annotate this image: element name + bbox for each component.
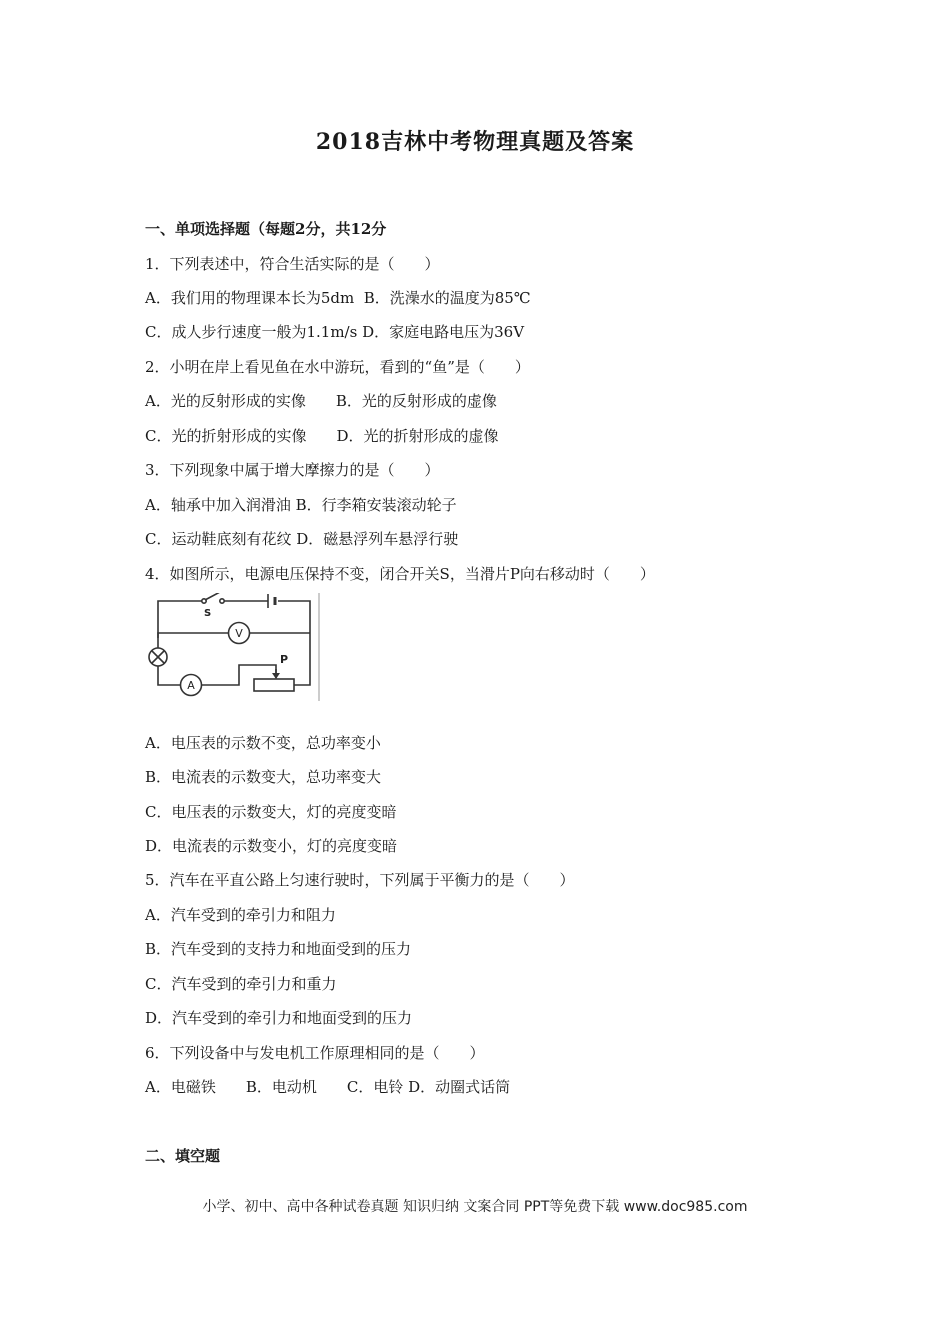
switch-label: S: [204, 608, 212, 619]
question-6-options: A．电磁铁 B．电动机 C．电铃 D．动圈式话筒: [145, 1078, 511, 1096]
question-5-option-d: D．汽车受到的牵引力和地面受到的压力: [145, 1009, 413, 1027]
question-2-options-cd: C．光的折射形成的实像 D．光的折射形成的虚像: [145, 427, 499, 445]
question-2-stem: 2．小明在岸上看见鱼在水中游玩，看到的“鱼”是（ ）: [145, 358, 530, 376]
page-title: 2018吉林中考物理真题及答案: [315, 129, 635, 155]
page-footer: 小学、初中、高中各种试卷真题 知识归纳 文案合同 PPT等免费下载 www.doc985.com: [202, 1199, 748, 1215]
section-heading-choice: 一、单项选择题（每题2分，共12分: [145, 220, 387, 238]
question-3-options-cd: C．运动鞋底刻有花纹 D．磁悬浮列车悬浮行驶: [145, 530, 459, 548]
slider-label: P: [280, 653, 289, 666]
ammeter-label: A: [187, 679, 195, 692]
switch-symbol: [202, 593, 224, 603]
voltmeter-label: V: [235, 627, 243, 640]
question-4-option-c: C．电压表的示数变大，灯的亮度变暗: [145, 803, 397, 821]
question-2-options-ab: A．光的反射形成的实像 B．光的反射形成的虚像: [145, 392, 497, 410]
rheostat-symbol: [254, 669, 294, 691]
question-5-stem: 5．汽车在平直公路上匀速行驶时，下列属于平衡力的是（ ）: [145, 871, 575, 889]
ammeter-icon: [181, 675, 202, 696]
question-1-options-cd: C．成人步行速度一般为1.1m/s D．家庭电路电压为36V: [145, 323, 525, 341]
question-1-stem: 1．下列表述中，符合生活实际的是（ ）: [145, 255, 440, 273]
section-heading-fill: 二、填空题: [145, 1147, 221, 1165]
question-4-option-b: B．电流表的示数变大，总功率变大: [145, 768, 382, 786]
lamp-icon: [149, 648, 167, 666]
question-4-stem: 4．如图所示，电源电压保持不变，闭合开关S，当滑片P向右移动时（ ）: [145, 565, 655, 583]
question-3-stem: 3．下列现象中属于增大摩擦力的是（ ）: [145, 461, 440, 479]
question-5-option-b: B．汽车受到的支持力和地面受到的压力: [145, 940, 412, 958]
question-5-option-c: C．汽车受到的牵引力和重力: [145, 975, 337, 993]
question-5-option-a: A．汽车受到的牵引力和阻力: [145, 906, 336, 924]
question-6-stem: 6．下列设备中与发电机工作原理相同的是（ ）: [145, 1044, 485, 1062]
question-4-option-a: A．电压表的示数不变，总功率变小: [145, 734, 381, 752]
question-1-options-ab: A．我们用的物理课本长为5dm B．洗澡水的温度为85℃: [145, 289, 531, 307]
question-3-options-ab: A．轴承中加入润滑油 B．行李箱安装滚动轮子: [145, 496, 457, 514]
circuit-diagram: [144, 593, 320, 701]
question-4-option-d: D．电流表的示数变小，灯的亮度变暗: [145, 837, 398, 855]
voltmeter-icon: [229, 623, 250, 644]
battery-symbol: [268, 594, 275, 608]
